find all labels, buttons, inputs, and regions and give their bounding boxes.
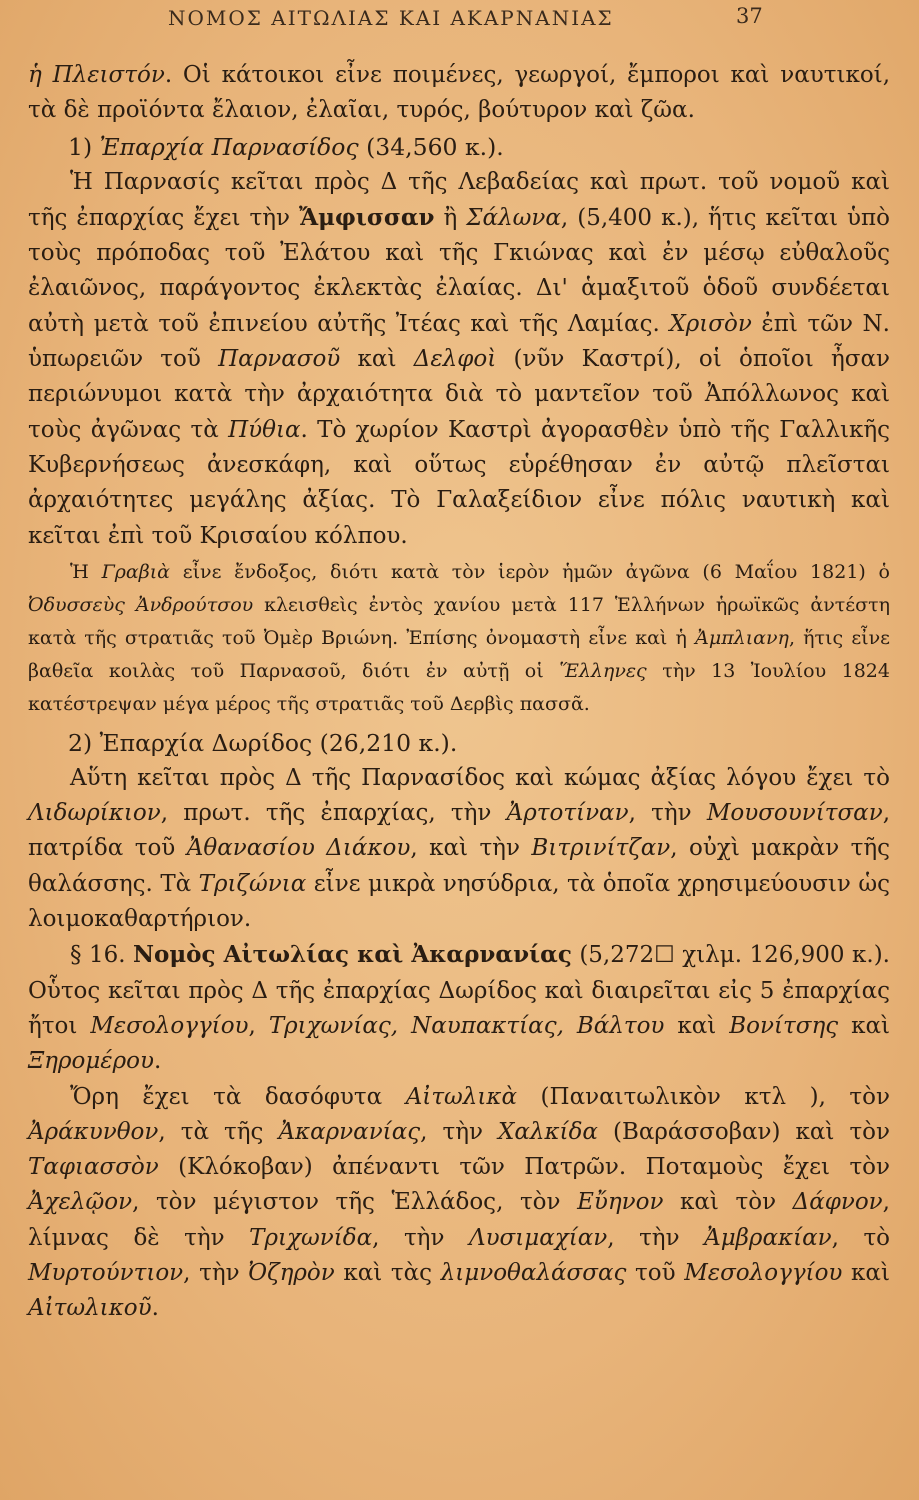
- text-run: εἶνε μικρὰ νησύδρια, τὰ ὁποῖα χρησιμεύουσιν ὡς λοιμοκαθαρτήριον.: [28, 870, 890, 933]
- text-run: καὶ: [842, 1260, 890, 1287]
- text-run: .: [153, 1048, 162, 1075]
- place-name: Χαλκίδα: [497, 1118, 598, 1145]
- place-name: Λιδωρίκιον: [28, 800, 161, 827]
- text-run: , ἥτις εἶνε βαθεῖα κοιλὰς τοῦ Παρνασοῦ, διότι ἐν αὐτῇ οἱ: [28, 626, 891, 682]
- page-number: 37: [736, 4, 763, 28]
- text-run: , τὴν: [607, 1224, 705, 1251]
- place-name: Ἀκαρνανίας: [278, 1118, 421, 1145]
- place-name: Δάφνον: [792, 1189, 883, 1216]
- section-heading-doris: 2) Ἐπαρχία Δωρίδος (26,210 κ.).: [68, 728, 458, 757]
- text-run: , τὴν: [420, 1118, 498, 1145]
- text-run: καὶ: [340, 346, 414, 373]
- paragraph-mountains-rivers: [28, 1080, 890, 1327]
- place-name: Μεσολογγίου: [90, 1012, 249, 1039]
- text-run: , τὴν: [628, 800, 707, 827]
- text-run: (Βαράσσοβαν) καὶ τὸν: [597, 1118, 891, 1145]
- text-run: . Οἱ κάτοικοι εἶνε ποιμένες, γεωργοί, ἔμποροι καὶ ναυτικοί, τὰ δὲ προϊόντα ἔλαιον, ἐλαῖαι, τυρός, βούτυρον καὶ ζῶα.: [28, 62, 891, 124]
- place-name: Ἀμβρακίαν: [704, 1224, 832, 1251]
- section-number: § 16.: [70, 942, 133, 969]
- text-run: Ἡ: [70, 560, 102, 583]
- text-run: , τὴν: [372, 1224, 469, 1251]
- section-heading-parnasis: [68, 129, 890, 165]
- text-run: .: [151, 1295, 159, 1322]
- text-run: καὶ: [664, 1012, 730, 1039]
- text-run: , τὴν: [183, 1260, 249, 1287]
- text-run: , λίμνας δὲ τὴν: [28, 1189, 890, 1251]
- text-run: ἢ: [434, 204, 467, 231]
- heading-number: 1): [68, 132, 100, 161]
- place-name: Αἰτωλικὰ: [405, 1083, 518, 1110]
- people-name: Ἕλληνες: [559, 659, 647, 682]
- place-name: Λυσιμαχίαν: [468, 1224, 608, 1251]
- text-run: Αὕτη κεῖται πρὸς Δ τῆς Παρνασίδος καὶ κώμας ἀξίας λόγου ἔχει τὸ: [70, 764, 890, 791]
- text-run: Ὄρη ἔχει τὰ δασόφυτα: [70, 1083, 406, 1110]
- person-name: Ἀθανασίου Διάκου: [186, 835, 411, 862]
- running-head: [0, 4, 919, 34]
- place-name: Ἀχελῷον: [28, 1189, 133, 1216]
- place-name: Βιτρινίτζαν: [531, 835, 671, 862]
- place-name: Τριχωνίδα: [249, 1224, 373, 1251]
- text-run: , τὸ: [831, 1224, 891, 1251]
- text-run: . Τὸ χωρίον Καστρὶ ἀγορασθὲν ὑπὸ τῆς Γαλλικῆς Κυβερνήσεως ἀνεσκάφη, καὶ οὕτως εὑρέθησαν ἐν αὐτῷ πλεῖσται ἀρχαιότητες μεγάλης ἀξίας. Τὸ Γαλαξείδιον εἶνε πόλις ναυτικὴ καὶ κεῖται ἐπὶ τοῦ Κρισαίου κόλπου.: [28, 416, 890, 549]
- paragraph-produce: [28, 58, 890, 129]
- place-name: Ἀράκυνθον: [28, 1118, 159, 1145]
- paragraph-parnasis: [28, 165, 890, 554]
- text-run: κλεισθεὶς ἐντὸς χανίου μετὰ 117 Ἑλλήνων ἡρωϊκῶς ἀντέστη κατὰ τῆς στρατιᾶς τοῦ Ὀμὲρ Βριώνη. Ἐπίσης ὀνομαστὴ εἶνε καὶ ἡ: [28, 593, 890, 649]
- text-run: , τὸν μέγιστον τῆς Ἑλλάδος, τὸν: [132, 1189, 578, 1216]
- text-run: τὴν 13 Ἰουλίου 1824 κατέστρεψαν μέγα μέρος τῆς στρατιᾶς τοῦ Δερβὶς πασσᾶ.: [28, 659, 890, 715]
- text-run: , πατρίδα τοῦ: [28, 800, 890, 862]
- place-name: Τριχωνίας, Ναυπακτίας, Βάλτου: [268, 1012, 665, 1039]
- text-run: εἶνε ἔνδοξος, διότι κατὰ τὸν ἱερὸν ἡμῶν ἀγῶνα (6 Μαΐου 1821) ὁ: [170, 560, 890, 583]
- person-name: Ὀδυσσεὺς Ἀνδρούτσου: [28, 593, 254, 616]
- body-text: [28, 58, 890, 1327]
- paragraph-section-16: [28, 937, 890, 1079]
- paragraph-gravia: [28, 556, 890, 721]
- text-run: καὶ τὸν: [663, 1189, 793, 1216]
- place-name: Πύθια: [228, 416, 301, 443]
- heading-title: Ἐπαρχία Παρνασίδος: [99, 132, 359, 161]
- place-name: Ἀρτοτίναν: [506, 800, 629, 827]
- text-run: Ἡ Παρνασίς κεῖται πρὸς Δ τῆς Λεβαδείας καὶ πρωτ. τοῦ νομοῦ καὶ τῆς ἐπαρχίας ἔχει τὴν: [28, 168, 890, 231]
- text-run: (νῦν Καστρί), οἱ ὁποῖοι ἦσαν περιώνυμοι κατὰ τὴν ἀρχαιότητα διὰ τὸ μαντεῖον τοῦ Ἀπόλλωνος καὶ τοὺς ἀγῶνας τὰ: [28, 346, 890, 443]
- section-title: Νομὸς Αἰτωλίας καὶ Ἀκαρνανίας: [132, 941, 572, 969]
- place-name: λιμνοθαλάσσας: [440, 1260, 627, 1287]
- text-run: , πρωτ. τῆς ἐπαρχίας, τὴν: [160, 800, 507, 827]
- running-title: ΝΟΜΟΣ ΑΙΤΩΛΙΑΣ ΚΑΙ ΑΚΑΡΝΑΝΙΑΣ: [168, 6, 614, 30]
- place-name: Ὀζηρὸν: [248, 1260, 335, 1287]
- text-run: ἐπὶ τῶν Ν. ὑπωρειῶν τοῦ: [28, 310, 890, 373]
- place-name: Μυρτούντιον: [28, 1260, 184, 1287]
- text-run: καὶ τὰς: [334, 1260, 441, 1287]
- place-name: Δελφοὶ: [413, 346, 497, 373]
- text-run: , τὰ τῆς: [158, 1118, 279, 1145]
- heading-population: (34,560 κ.).: [358, 132, 504, 161]
- place-name: Βονίτσης: [729, 1012, 839, 1039]
- text-run: ,: [248, 1012, 269, 1039]
- paragraph-doris: [28, 761, 890, 937]
- text-run: (Κλόκοβαν) ἀπέναντι τῶν Πατρῶν. Ποταμοὺς ἔχει τὸν: [158, 1154, 890, 1181]
- place-name: Ταφιασσὸν: [28, 1154, 159, 1181]
- place-name: Μεσολογγίου: [684, 1260, 843, 1287]
- place-name: Μουσουνίτσαν: [706, 800, 883, 827]
- text-run: τοῦ: [626, 1260, 685, 1287]
- place-name: Παρνασοῦ: [218, 346, 341, 373]
- place-name: Ξηρομέρου: [28, 1048, 154, 1075]
- place-name: Εὔηνον: [577, 1189, 664, 1216]
- place-name: Σάλωνα: [466, 204, 561, 231]
- text-run: (5,272☐ χιλμ. 126,900 κ.). Οὗτος κεῖται πρὸς Δ τῆς ἐπαρχίας Δωρίδος καὶ διαιρεῖται εἰς 5 ἐπαρχίας ἤτοι: [28, 942, 890, 1039]
- place-name: Ἀμπλιανη: [695, 626, 789, 649]
- text-run: (Παναιτωλικὸν κτλ ), τὸν: [517, 1083, 890, 1110]
- capital-name: Ἄμφισσαν: [299, 203, 435, 231]
- place-name: Γραβιὰ: [101, 560, 171, 583]
- place-name: ἡ Πλειστόν: [28, 62, 165, 88]
- place-name: Αἰτωλικοῦ: [28, 1295, 152, 1322]
- place-name: Τριζώνια: [198, 870, 307, 897]
- text-run: , καὶ τὴν: [410, 835, 532, 862]
- place-name: Χρισὸν: [669, 310, 752, 337]
- text-run: , (5,400 κ.), ἥτις κεῖται ὑπὸ τοὺς πρόποδας τοῦ Ἐλάτου καὶ τῆς Γκιώνας καὶ ἐν μέσῳ εὐθαλοῦς ἐλαιῶνος, παράγοντος ἐκλεκτὰς ἐλαίας. Δι' ἁμαξιτοῦ ὁδοῦ συνδέεται αὐτὴ μετὰ τοῦ ἐπινείου αὐτῆς Ἰτέας καὶ τῆς Λαμίας.: [28, 204, 890, 337]
- text-run: , οὐχὶ μακρὰν τῆς θαλάσσης. Τὰ: [28, 835, 891, 897]
- text-run: καὶ: [838, 1012, 890, 1039]
